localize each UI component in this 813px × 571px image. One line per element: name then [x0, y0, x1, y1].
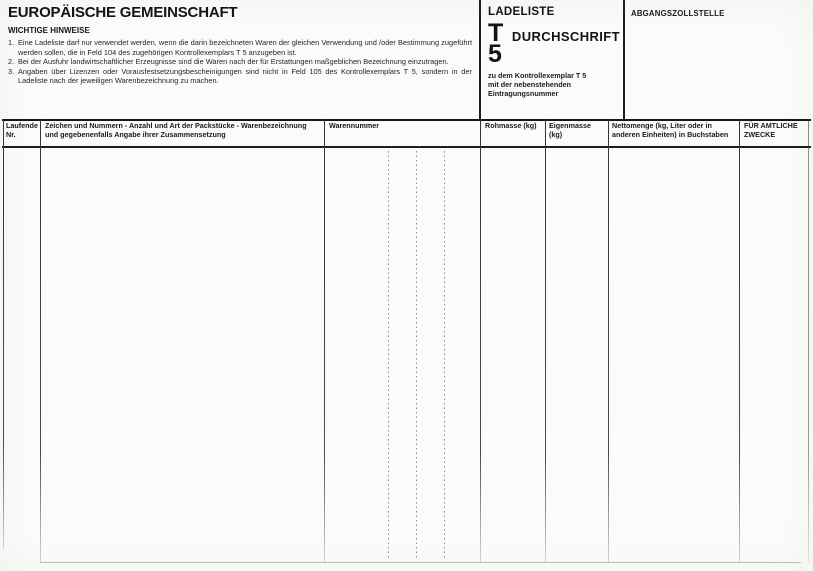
warennummer-dotted-divider: [388, 151, 389, 560]
column-header-nettomenge: Nettomenge (kg, Liter oder in anderen Einheiten) in Buchstaben: [612, 121, 729, 139]
note-item: [8, 38, 472, 57]
column-divider: [324, 119, 325, 563]
note-item: [8, 67, 472, 86]
column-header-amtliche-zwecke: FÜR AMTLICHE ZWECKE: [744, 121, 798, 139]
column-divider: [808, 119, 809, 563]
warennummer-dotted-divider: [416, 151, 417, 560]
column-divider: [480, 119, 481, 563]
note-number: 3.: [8, 66, 15, 76]
note-text: Angaben über Lizenzen oder Vorausfestsetzungsbescheinigungen sind nicht in Feld 105 des Kontrollexemplars T 5, sondern in der Ladeliste nach der jeweiligen Warenbezeichnung zu machen.: [18, 66, 472, 86]
column-header-laufende-nr: Laufende Nr.: [6, 121, 38, 139]
note-number: 1.: [8, 38, 15, 47]
table-header-bottom-border: [2, 146, 811, 148]
table-bottom-border: [40, 562, 801, 563]
column-header-warenbezeichnung: Zeichen und Nummern - Anzahl und Art der Packstücke - Warenbezeichnung und gegebenenfalls Angabe ihrer Zusammensetzung: [45, 121, 307, 139]
important-notes: [8, 26, 472, 86]
column-divider: [3, 119, 4, 549]
note-text: Eine Ladeliste darf nur verwendet werden, wenn die darin bezeichneten Waren der gleichen Verwendung und /oder Bestimmung zugeführt werden sollen, die in Feld 104 des zugehörigen Kontrollexemplars T 5 anzugeben ist.: [18, 38, 472, 57]
notes-heading: WICHTIGE HINWEISE: [8, 26, 90, 35]
note-item: [8, 57, 472, 67]
column-divider: [545, 119, 546, 563]
column-divider: [739, 119, 740, 563]
warennummer-dotted-divider: [444, 151, 445, 560]
abgangszollstelle-label: ABGANGSZOLLSTELLE: [631, 9, 725, 18]
column-divider: [608, 119, 609, 563]
note-text: Bei der Ausfuhr landwirtschaftlicher Erzeugnisse sind die Waren nach der für Erstattungen maßgeblichen Bezeichnung einzutragen.: [18, 57, 449, 67]
note-number: 2.: [8, 57, 15, 67]
header-divider-left: [479, 0, 481, 120]
ladeliste-t5-box: [488, 6, 620, 98]
durchschrift-label: DURCHSCHRIFT: [511, 29, 620, 44]
form-code-t5: T 5: [488, 19, 504, 69]
ladeliste-label: LADELISTE: [488, 6, 555, 18]
t5-subtitle-line: zu dem Kontrollexemplar T 5: [488, 70, 587, 80]
t5-subtitle-line: mit der nebenstehenden: [488, 79, 572, 89]
column-header-rohmasse: Rohmasse (kg): [485, 121, 537, 130]
page-title: EUROPÄISCHE GEMEINSCHAFT: [8, 4, 238, 21]
t5-subtitle-line: Eintragungsnummer: [488, 88, 559, 98]
column-header-eigenmasse: Eigenmasse (kg): [549, 121, 591, 139]
abgangszollstelle-box: [623, 0, 813, 119]
column-header-warennummer: Warennummer: [329, 121, 380, 130]
column-divider: [40, 119, 41, 563]
